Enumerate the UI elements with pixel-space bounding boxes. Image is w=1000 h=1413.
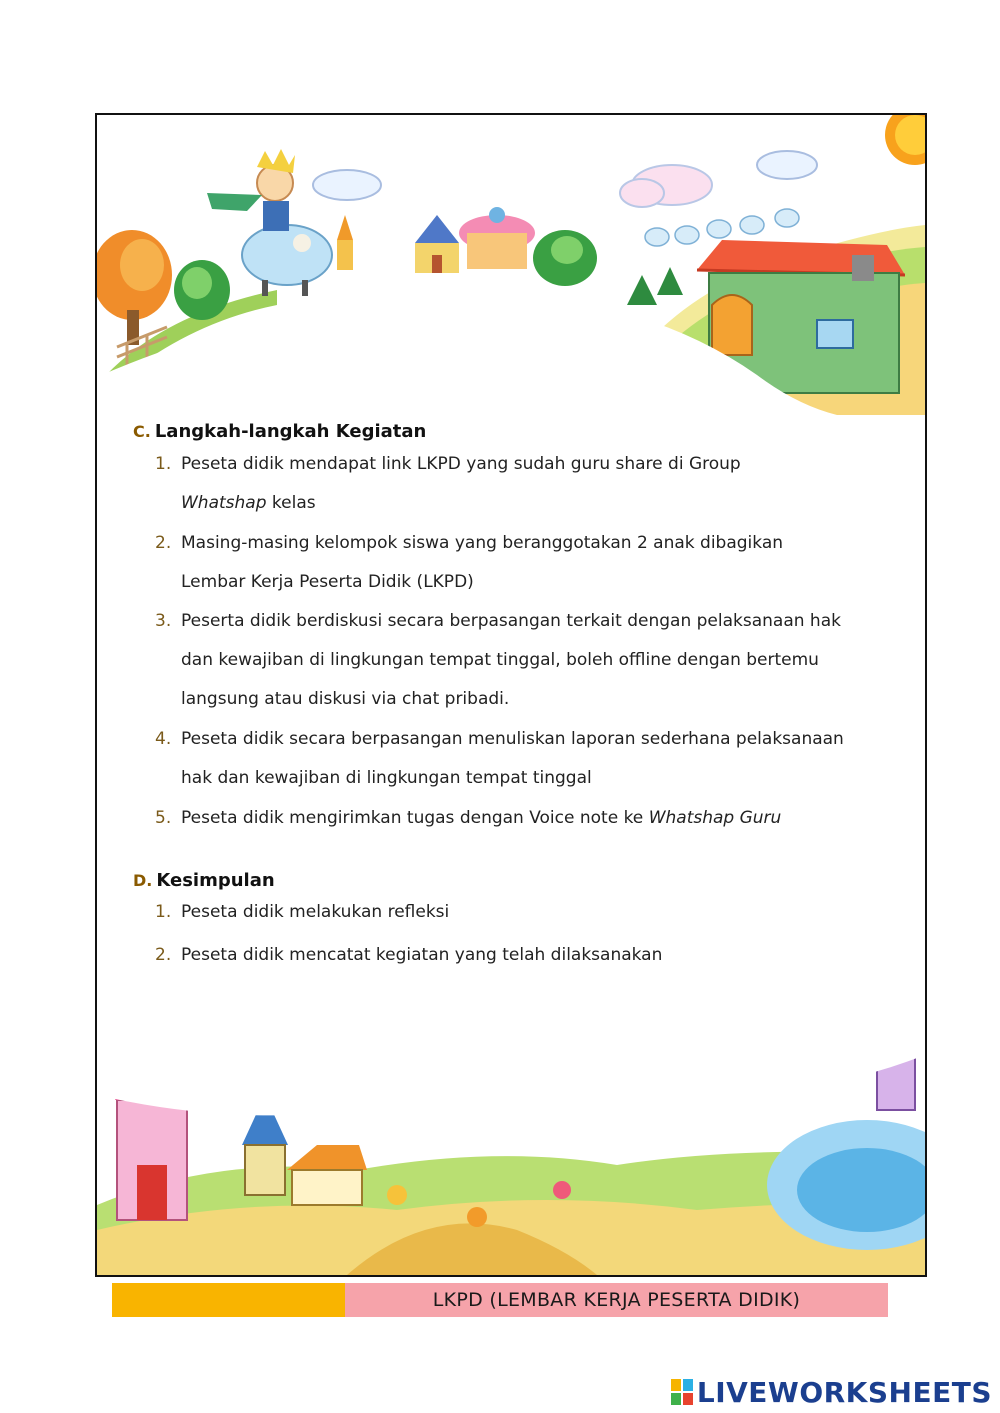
section-c-item-3 [155, 602, 855, 719]
worksheet-frame [95, 113, 927, 1277]
section-c-title: Langkah-langkah Kegiatan [154, 421, 427, 442]
item-line [155, 799, 855, 838]
item-text: kelas [266, 493, 316, 513]
bottom-landscape-illustration [97, 995, 925, 1275]
footer-orange-bar [112, 1283, 345, 1317]
section-d-heading [133, 870, 275, 891]
item-line: Peserta didik berdiskusi secara berpasangan terkait dengan pelaksanaan hak [181, 611, 841, 631]
item-number: 4. [155, 729, 172, 749]
section-c-item-1 [155, 445, 855, 523]
section-d-title: Kesimpulan [156, 870, 275, 891]
item-number: 3. [155, 611, 172, 631]
item-line: Peseta didik mendapat link LKPD yang sudah guru share di Group [181, 454, 741, 474]
section-c-item-2 [155, 524, 855, 602]
item-number: 2. [155, 533, 172, 553]
item-line: Peseta didik mencatat kegiatan yang telah dilaksanakan [181, 945, 663, 965]
section-c-heading [133, 421, 426, 442]
item-line [155, 484, 855, 523]
item-number: 5. [155, 808, 172, 828]
item-line: Lembar Kerja Peserta Didik (LKPD) [181, 572, 474, 592]
item-number: 2. [155, 945, 172, 965]
section-c-letter: C. [133, 422, 151, 441]
section-d-item-1 [155, 893, 855, 932]
item-number: 1. [155, 454, 172, 474]
item-line: Peseta didik secara berpasangan menuliskan laporan sederhana pelaksanaan [181, 729, 844, 749]
top-landscape-illustration [97, 115, 925, 415]
item-italic-text: Whatshap [181, 493, 267, 513]
item-line: Masing-masing kelompok siswa yang beranggotakan 2 anak dibagikan [181, 533, 784, 553]
item-line: dan kewajiban di lingkungan tempat tinggal, boleh offline dengan bertemu [181, 650, 819, 670]
item-text: Peseta didik mengirimkan tugas dengan Voice note ke [181, 808, 649, 828]
item-line: hak dan kewajiban di lingkungan tempat tinggal [181, 768, 592, 788]
section-d-letter: D. [133, 871, 153, 890]
footer-title-bar [345, 1283, 888, 1317]
item-number: 1. [155, 902, 172, 922]
section-d-item-2 [155, 936, 855, 975]
footer-title: LKPD (LEMBAR KERJA PESERTA DIDIK) [432, 1289, 801, 1311]
item-line: langsung atau diskusi via chat pribadi. [181, 689, 510, 709]
section-c-item-4 [155, 720, 855, 798]
section-c-item-5 [155, 799, 855, 838]
item-line: Peseta didik melakukan refleksi [181, 902, 450, 922]
liveworksheets-wordmark: LIVEWORKSHEETS [696, 1375, 992, 1409]
liveworksheets-brand[interactable] [671, 1375, 992, 1409]
item-italic-text: Whatshap Guru [648, 808, 782, 828]
liveworksheets-logo-icon [671, 1379, 693, 1405]
